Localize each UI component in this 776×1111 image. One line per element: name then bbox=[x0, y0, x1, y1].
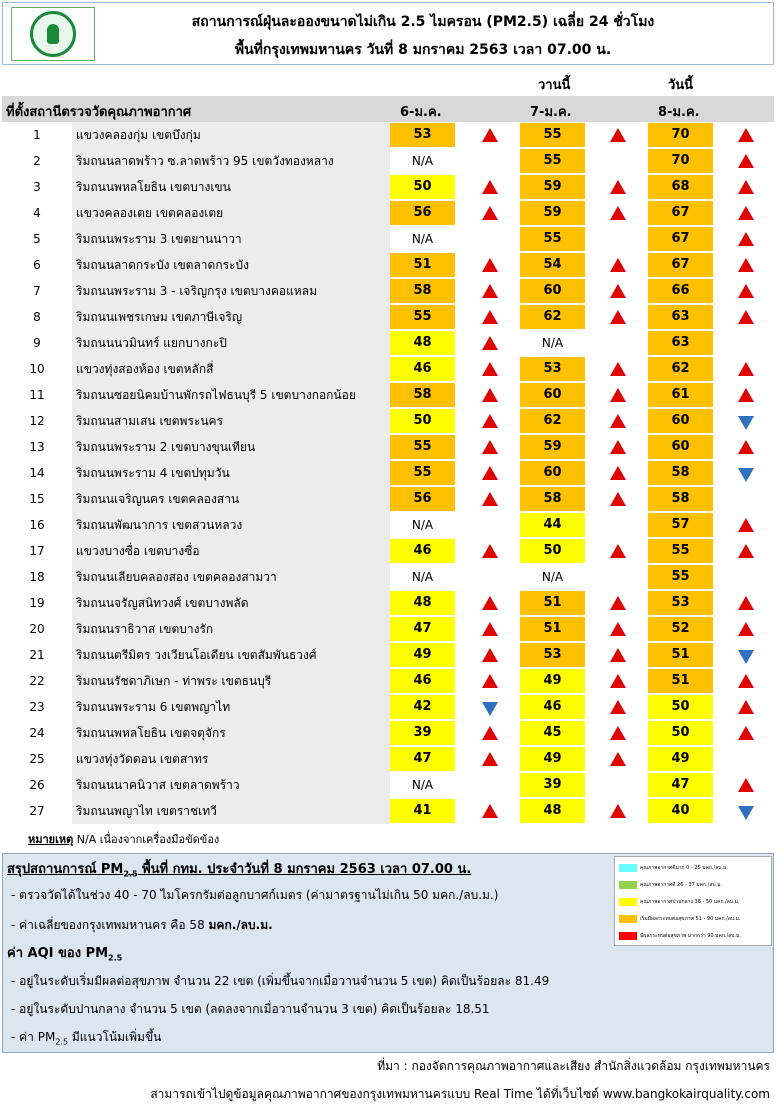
table-row bbox=[2, 122, 774, 148]
pm25-value-day-2: 55 bbox=[520, 149, 585, 173]
trend-up-icon bbox=[738, 440, 754, 454]
trend-up-icon bbox=[738, 206, 754, 220]
legend-swatch bbox=[619, 864, 637, 872]
table-row bbox=[2, 772, 774, 798]
trend-up-icon bbox=[610, 726, 626, 740]
row-index: 5 bbox=[2, 226, 72, 252]
pm25-value-day-1: 47 bbox=[390, 747, 455, 771]
trend-up-icon bbox=[610, 804, 626, 818]
legend-label: มีผลกระทบต่อสุขภาพ มากกว่า 90 มคก./ลบ.ม. bbox=[640, 933, 741, 939]
row-index: 26 bbox=[2, 772, 72, 798]
table-row bbox=[2, 538, 774, 564]
row-index: 19 bbox=[2, 590, 72, 616]
trend-up-icon bbox=[482, 544, 498, 558]
pm25-value-day-3: 62 bbox=[648, 357, 713, 381]
pm25-value-day-2: 53 bbox=[520, 357, 585, 381]
station-location: แขวงทุ่งสองห้อง เขตหลักสี่ bbox=[72, 356, 390, 382]
trend-up-icon bbox=[738, 284, 754, 298]
row-index: 12 bbox=[2, 408, 72, 434]
table-row bbox=[2, 408, 774, 434]
station-location: ริมถนนนาคนิวาส เขตลาดพร้าว bbox=[72, 772, 390, 798]
trend-up-icon bbox=[738, 544, 754, 558]
table-row bbox=[2, 148, 774, 174]
report-header bbox=[2, 2, 774, 65]
trend-up-icon bbox=[610, 648, 626, 662]
pm25-value-day-1: N/A bbox=[411, 778, 434, 792]
note-key: หมายเหตุ bbox=[28, 833, 74, 846]
station-location: ริมถนนเพชรเกษม เขตภาษีเจริญ bbox=[72, 304, 390, 330]
legend-swatch bbox=[619, 881, 637, 889]
table-row bbox=[2, 720, 774, 746]
trend-up-icon bbox=[610, 206, 626, 220]
row-index: 13 bbox=[2, 434, 72, 460]
trend-up-icon bbox=[738, 258, 754, 272]
trend-up-icon bbox=[482, 336, 498, 350]
row-index: 27 bbox=[2, 798, 72, 824]
trend-up-icon bbox=[482, 596, 498, 610]
pm25-value-day-3: 55 bbox=[648, 539, 713, 563]
row-index: 14 bbox=[2, 460, 72, 486]
trend-down-icon bbox=[738, 806, 754, 820]
trend-up-icon bbox=[482, 622, 498, 636]
station-location: ริมถนนพระราม 3 เขตยานนาวา bbox=[72, 226, 390, 252]
pm25-value-day-2: 60 bbox=[520, 461, 585, 485]
trend-up-icon bbox=[610, 752, 626, 766]
row-index: 21 bbox=[2, 642, 72, 668]
col-date-3: 8-ม.ค. bbox=[658, 105, 700, 120]
pm25-value-day-2: 62 bbox=[520, 409, 585, 433]
trend-up-icon bbox=[610, 440, 626, 454]
station-location: ริมถนนพระราม 3 - เจริญกรุง เขตบางคอแหลม bbox=[72, 278, 390, 304]
station-location: แขวงคลองกุ่ม เขตบึงกุ่ม bbox=[72, 122, 390, 148]
pm25-value-day-1: 48 bbox=[390, 331, 455, 355]
row-index: 7 bbox=[2, 278, 72, 304]
pm25-value-day-2: 54 bbox=[520, 253, 585, 277]
trend-down-icon bbox=[738, 468, 754, 482]
table-row bbox=[2, 746, 774, 772]
legend-item bbox=[619, 897, 771, 907]
trend-up-icon bbox=[482, 804, 498, 818]
trend-up-icon bbox=[610, 414, 626, 428]
table-row bbox=[2, 278, 774, 304]
table-row bbox=[2, 356, 774, 382]
row-index: 17 bbox=[2, 538, 72, 564]
trend-up-icon bbox=[610, 700, 626, 714]
table-row bbox=[2, 590, 774, 616]
pm25-value-day-2: 51 bbox=[520, 591, 585, 615]
table-row bbox=[2, 200, 774, 226]
station-location: ริมถนนตรีมิตร วงเวียนโอเดียน เขตสัมพันธวงศ์ bbox=[72, 642, 390, 668]
pm25-value-day-2: 60 bbox=[520, 383, 585, 407]
pm25-value-day-2: 45 bbox=[520, 721, 585, 745]
trend-up-icon bbox=[482, 284, 498, 298]
report-title: สถานการณ์ฝุ่นละอองขนาดไม่เกิน 2.5 ไมครอน (PM2.5) เฉลี่ย 24 ชั่วโมง bbox=[191, 14, 655, 30]
label-yesterday: วานนี้ bbox=[538, 78, 571, 93]
table-row bbox=[2, 616, 774, 642]
table-row bbox=[2, 382, 774, 408]
pm25-value-day-2: 62 bbox=[520, 305, 585, 329]
station-location: ริมถนนสามเสน เขตพระนคร bbox=[72, 408, 390, 434]
pm25-value-day-2: N/A bbox=[541, 570, 564, 584]
station-location: แขวงคลองเตย เขตคลองเตย bbox=[72, 200, 390, 226]
station-location: ริมถนนซอยนิคมบ้านพักรถไฟธนบุรี 5 เขตบางกอกน้อย bbox=[72, 382, 390, 408]
pm25-value-day-2: N/A bbox=[541, 336, 564, 350]
pm25-value-day-2: 59 bbox=[520, 175, 585, 199]
legend-swatch bbox=[619, 898, 637, 906]
label-today: วันนี้ bbox=[668, 78, 694, 93]
row-index: 11 bbox=[2, 382, 72, 408]
legend-swatch bbox=[619, 915, 637, 923]
bma-logo bbox=[11, 7, 95, 61]
station-location: ริมถนนจรัญสนิทวงศ์ เขตบางพลัด bbox=[72, 590, 390, 616]
trend-up-icon bbox=[482, 180, 498, 194]
table-row bbox=[2, 798, 774, 824]
trend-up-icon bbox=[610, 466, 626, 480]
pm25-value-day-3: 60 bbox=[648, 409, 713, 433]
summary-title: สรุปสถานการณ์ $PM_{2.5}$ พื้นที่ กทม. ประจำวันที่ 8 มกราคม 2563 เวลา 07.00 น. bbox=[7, 862, 472, 879]
row-index: 4 bbox=[2, 200, 72, 226]
trend-up-icon bbox=[482, 414, 498, 428]
trend-up-icon bbox=[738, 622, 754, 636]
pm25-value-day-3: 57 bbox=[648, 513, 713, 537]
pm25-value-day-1: 56 bbox=[390, 487, 455, 511]
table-row bbox=[2, 668, 774, 694]
pm25-value-day-3: 60 bbox=[648, 435, 713, 459]
station-location: ริมถนนเจริญนคร เขตคลองสาน bbox=[72, 486, 390, 512]
pm25-value-day-3: 61 bbox=[648, 383, 713, 407]
legend-label: คุณภาพอากาศดีมาก 0 - 25 มคก./ลบ.ม. bbox=[640, 865, 728, 871]
trend-up-icon bbox=[482, 440, 498, 454]
trend-up-icon bbox=[482, 726, 498, 740]
row-index: 23 bbox=[2, 694, 72, 720]
trend-up-icon bbox=[610, 674, 626, 688]
trend-up-icon bbox=[482, 466, 498, 480]
trend-up-icon bbox=[482, 362, 498, 376]
row-index: 22 bbox=[2, 668, 72, 694]
station-location: ริมถนนเลียบคลองสอง เขตคลองสามวา bbox=[72, 564, 390, 590]
trend-up-icon bbox=[738, 388, 754, 402]
trend-down-icon bbox=[738, 650, 754, 664]
trend-up-icon bbox=[738, 700, 754, 714]
website-note: สามารถเข้าไปดูข้อมูลคุณภาพอากาศของกรุงเทพมหานครแบบ Real Time ได้ที่เว็บไซต์ www.bangkokairquality.com bbox=[150, 1087, 770, 1101]
pm25-value-day-3: 47 bbox=[648, 773, 713, 797]
legend-label: คุณภาพอากาศดี 26 - 37 มคก./ลบ.ม. bbox=[640, 882, 722, 888]
trend-up-icon bbox=[610, 128, 626, 142]
station-location: ริมถนนรัชดาภิเษก - ท่าพระ เขตธนบุรี bbox=[72, 668, 390, 694]
table-row bbox=[2, 564, 774, 590]
pm25-value-day-3: 58 bbox=[648, 487, 713, 511]
pm25-value-day-1: 46 bbox=[390, 539, 455, 563]
pm25-value-day-3: 67 bbox=[648, 227, 713, 251]
trend-up-icon bbox=[610, 310, 626, 324]
station-location: ริมถนนพัฒนาการ เขตสวนหลวง bbox=[72, 512, 390, 538]
pm25-value-day-1: 47 bbox=[390, 617, 455, 641]
station-location: ริมถนนพระราม 6 เขตพญาไท bbox=[72, 694, 390, 720]
trend-up-icon bbox=[738, 518, 754, 532]
pm25-value-day-3: 68 bbox=[648, 175, 713, 199]
trend-up-icon bbox=[738, 726, 754, 740]
pm25-value-day-2: 44 bbox=[520, 513, 585, 537]
pm25-value-day-2: 55 bbox=[520, 227, 585, 251]
legend-label: เริ่มมีผลกระทบต่อสุขภาพ 51 - 90 มคก./ลบ.ม. bbox=[640, 916, 741, 922]
trend-up-icon bbox=[610, 596, 626, 610]
pm25-value-day-1: 55 bbox=[390, 461, 455, 485]
row-index: 20 bbox=[2, 616, 72, 642]
pm25-value-day-1: N/A bbox=[411, 570, 434, 584]
trend-up-icon bbox=[482, 206, 498, 220]
trend-up-icon bbox=[610, 362, 626, 376]
table-row bbox=[2, 434, 774, 460]
pm25-value-day-1: N/A bbox=[411, 518, 434, 532]
table-column-header bbox=[2, 96, 774, 122]
trend-up-icon bbox=[738, 128, 754, 142]
table-subheader bbox=[2, 68, 774, 96]
aqi-moderate: - อยู่ในระดับปานกลาง จำนวน 5 เขต (ลดลงจากเมื่อวานจำนวน 3 เขต) คิดเป็นร้อยละ 18.51 bbox=[11, 1002, 490, 1016]
trend-up-icon bbox=[482, 752, 498, 766]
pm25-value-day-3: 51 bbox=[648, 669, 713, 693]
trend-up-icon bbox=[610, 258, 626, 272]
row-index: 8 bbox=[2, 304, 72, 330]
row-index: 9 bbox=[2, 330, 72, 356]
pm25-value-day-1: 50 bbox=[390, 175, 455, 199]
table-note bbox=[28, 830, 219, 848]
pm25-value-day-2: 53 bbox=[520, 643, 585, 667]
pm25-value-day-1: 51 bbox=[390, 253, 455, 277]
station-location: แขวงทุ่งวัดดอน เขตสาทร bbox=[72, 746, 390, 772]
row-index: 15 bbox=[2, 486, 72, 512]
pm25-value-day-2: 59 bbox=[520, 435, 585, 459]
col-date-1: 6-ม.ค. bbox=[400, 105, 442, 120]
table-row bbox=[2, 460, 774, 486]
pm25-value-day-1: N/A bbox=[411, 232, 434, 246]
row-index: 2 bbox=[2, 148, 72, 174]
pm25-value-day-1: 55 bbox=[390, 435, 455, 459]
report-subtitle: พื้นที่กรุงเทพมหานคร วันที่ 8 มกราคม 2563 เวลา 07.00 น. bbox=[234, 42, 612, 58]
pm25-value-day-3: 40 bbox=[648, 799, 713, 823]
trend-up-icon bbox=[738, 180, 754, 194]
station-location: ริมถนนพหลโยธิน เขตบางเขน bbox=[72, 174, 390, 200]
station-location: แขวงบางซื่อ เขตบางซื่อ bbox=[72, 538, 390, 564]
pm25-value-day-1: 55 bbox=[390, 305, 455, 329]
col-location: ที่ตั้งสถานีตรวจวัดคุณภาพอากาศ bbox=[6, 105, 192, 120]
station-location: ริมถนนพระราม 2 เขตบางขุนเทียน bbox=[72, 434, 390, 460]
station-location: ริมถนนลาดกระบัง เขตลาดกระบัง bbox=[72, 252, 390, 278]
pm25-value-day-3: 67 bbox=[648, 201, 713, 225]
pm25-value-day-3: 55 bbox=[648, 565, 713, 589]
row-index: 24 bbox=[2, 720, 72, 746]
pm25-value-day-3: 58 bbox=[648, 461, 713, 485]
pm25-value-day-2: 39 bbox=[520, 773, 585, 797]
pm25-value-day-3: 70 bbox=[648, 123, 713, 147]
trend-up-icon bbox=[610, 622, 626, 636]
pm25-value-day-3: 51 bbox=[648, 643, 713, 667]
trend-up-icon bbox=[738, 596, 754, 610]
pm25-value-day-3: 52 bbox=[648, 617, 713, 641]
trend-up-icon bbox=[482, 674, 498, 688]
pm25-value-day-2: 48 bbox=[520, 799, 585, 823]
trend-up-icon bbox=[482, 310, 498, 324]
summary-range: - ตรวจวัดได้ในช่วง 40 - 70 ไมโครกรัมต่อลูกบาศก์เมตร (ค่ามาตรฐานไม่เกิน 50 มคก./ลบ.ม.) bbox=[11, 888, 499, 902]
pm25-value-day-1: 50 bbox=[390, 409, 455, 433]
pm25-value-day-2: 55 bbox=[520, 123, 585, 147]
pm25-value-day-2: 46 bbox=[520, 695, 585, 719]
col-date-2: 7-ม.ค. bbox=[530, 105, 572, 120]
trend-up-icon bbox=[610, 544, 626, 558]
pm25-value-day-3: 70 bbox=[648, 149, 713, 173]
trend-down-icon bbox=[482, 702, 498, 716]
trend-up-icon bbox=[738, 310, 754, 324]
color-legend bbox=[614, 856, 772, 946]
trend-up-icon bbox=[738, 362, 754, 376]
station-location: ริมถนนราธิวาส เขตบางรัก bbox=[72, 616, 390, 642]
pm25-value-day-1: 58 bbox=[390, 383, 455, 407]
trend-down-icon bbox=[738, 416, 754, 430]
station-location: ริมถนนนวมินทร์ แยกบางกะปิ bbox=[72, 330, 390, 356]
note-text: N/A เนื่องจากเครื่องมือขัดข้อง bbox=[76, 833, 220, 846]
legend-item bbox=[619, 914, 771, 924]
table-row bbox=[2, 642, 774, 668]
pm25-value-day-1: 46 bbox=[390, 357, 455, 381]
trend-up-icon bbox=[482, 128, 498, 142]
aqi-unhealthy: - อยู่ในระดับเริ่มมีผลต่อสุขภาพ จำนวน 22 เขต (เพิ่มขึ้นจากเมื่อวานจำนวน 5 เขต) คิดเป็นร้อยละ 81.49 bbox=[11, 974, 550, 988]
station-location: ริมถนนพระราม 4 เขตปทุมวัน bbox=[72, 460, 390, 486]
row-index: 25 bbox=[2, 746, 72, 772]
bma-seal-icon bbox=[30, 11, 76, 57]
trend-up-icon bbox=[738, 232, 754, 246]
legend-label: คุณภาพอากาศปานกลาง 38 - 50 มคก./ลบ.ม. bbox=[640, 899, 740, 905]
trend-up-icon bbox=[738, 154, 754, 168]
pm25-value-day-3: 67 bbox=[648, 253, 713, 277]
table-row bbox=[2, 252, 774, 278]
summary-average: - ค่าเฉลี่ยของกรุงเทพมหานคร คือ 58 มคก./ลบ.ม. bbox=[11, 918, 273, 932]
trend-up-icon bbox=[610, 284, 626, 298]
pm25-value-day-2: 50 bbox=[520, 539, 585, 563]
legend-swatch bbox=[619, 932, 637, 940]
pm25-value-day-2: 60 bbox=[520, 279, 585, 303]
row-index: 18 bbox=[2, 564, 72, 590]
pm25-value-day-2: 51 bbox=[520, 617, 585, 641]
row-index: 16 bbox=[2, 512, 72, 538]
table-row bbox=[2, 174, 774, 200]
table-row bbox=[2, 694, 774, 720]
station-location: ริมถนนพหลโยธิน เขตจตุจักร bbox=[72, 720, 390, 746]
table-row bbox=[2, 330, 774, 356]
pm25-value-day-3: 49 bbox=[648, 747, 713, 771]
pm25-value-day-1: 56 bbox=[390, 201, 455, 225]
pm25-value-day-1: 58 bbox=[390, 279, 455, 303]
table-row bbox=[2, 304, 774, 330]
trend-up-icon bbox=[610, 492, 626, 506]
trend-up-icon bbox=[482, 492, 498, 506]
pm25-value-day-3: 63 bbox=[648, 331, 713, 355]
pm25-value-day-1: 53 bbox=[390, 123, 455, 147]
table-row bbox=[2, 512, 774, 538]
pm25-value-day-1: N/A bbox=[411, 154, 434, 168]
station-location: ริมถนนลาดพร้าว ซ.ลาดพร้าว 95 เขตวังทองหลาง bbox=[72, 148, 390, 174]
trend-up-icon bbox=[738, 778, 754, 792]
pm25-value-day-3: 50 bbox=[648, 695, 713, 719]
source-credit: ที่มา : กองจัดการคุณภาพอากาศและเสียง สำนักสิ่งแวดล้อม กรุงเทพมหานคร bbox=[377, 1059, 770, 1073]
pm25-value-day-2: 58 bbox=[520, 487, 585, 511]
pm25-value-day-1: 41 bbox=[390, 799, 455, 823]
pm25-value-day-1: 42 bbox=[390, 695, 455, 719]
table-row bbox=[2, 486, 774, 512]
trend-up-icon bbox=[482, 258, 498, 272]
trend-up-icon bbox=[610, 180, 626, 194]
table-body bbox=[2, 122, 774, 824]
legend-item bbox=[619, 863, 771, 873]
row-index: 1 bbox=[2, 122, 72, 148]
row-index: 6 bbox=[2, 252, 72, 278]
pm25-value-day-1: 39 bbox=[390, 721, 455, 745]
legend-item bbox=[619, 931, 771, 941]
pm25-value-day-3: 50 bbox=[648, 721, 713, 745]
trend-up-icon bbox=[482, 388, 498, 402]
aqi-heading: ค่า AQI ของ $PM_{2.5}$ bbox=[7, 946, 123, 963]
pm25-trend: - ค่า $PM_{2.5}$ มีแนวโน้มเพิ่มขึ้น bbox=[11, 1030, 162, 1047]
pm25-value-day-1: 46 bbox=[390, 669, 455, 693]
trend-up-icon bbox=[482, 648, 498, 662]
trend-up-icon bbox=[738, 674, 754, 688]
row-index: 3 bbox=[2, 174, 72, 200]
legend-item bbox=[619, 880, 771, 890]
pm25-value-day-3: 66 bbox=[648, 279, 713, 303]
row-index: 10 bbox=[2, 356, 72, 382]
pm25-value-day-1: 49 bbox=[390, 643, 455, 667]
pm25-value-day-2: 59 bbox=[520, 201, 585, 225]
pm25-table bbox=[2, 68, 774, 824]
pm25-value-day-1: 48 bbox=[390, 591, 455, 615]
trend-up-icon bbox=[610, 388, 626, 402]
pm25-value-day-3: 53 bbox=[648, 591, 713, 615]
pm25-value-day-3: 63 bbox=[648, 305, 713, 329]
station-location: ริมถนนพญาไท เขตราชเทวี bbox=[72, 798, 390, 824]
pm25-value-day-2: 49 bbox=[520, 669, 585, 693]
table-row bbox=[2, 226, 774, 252]
pm25-value-day-2: 49 bbox=[520, 747, 585, 771]
